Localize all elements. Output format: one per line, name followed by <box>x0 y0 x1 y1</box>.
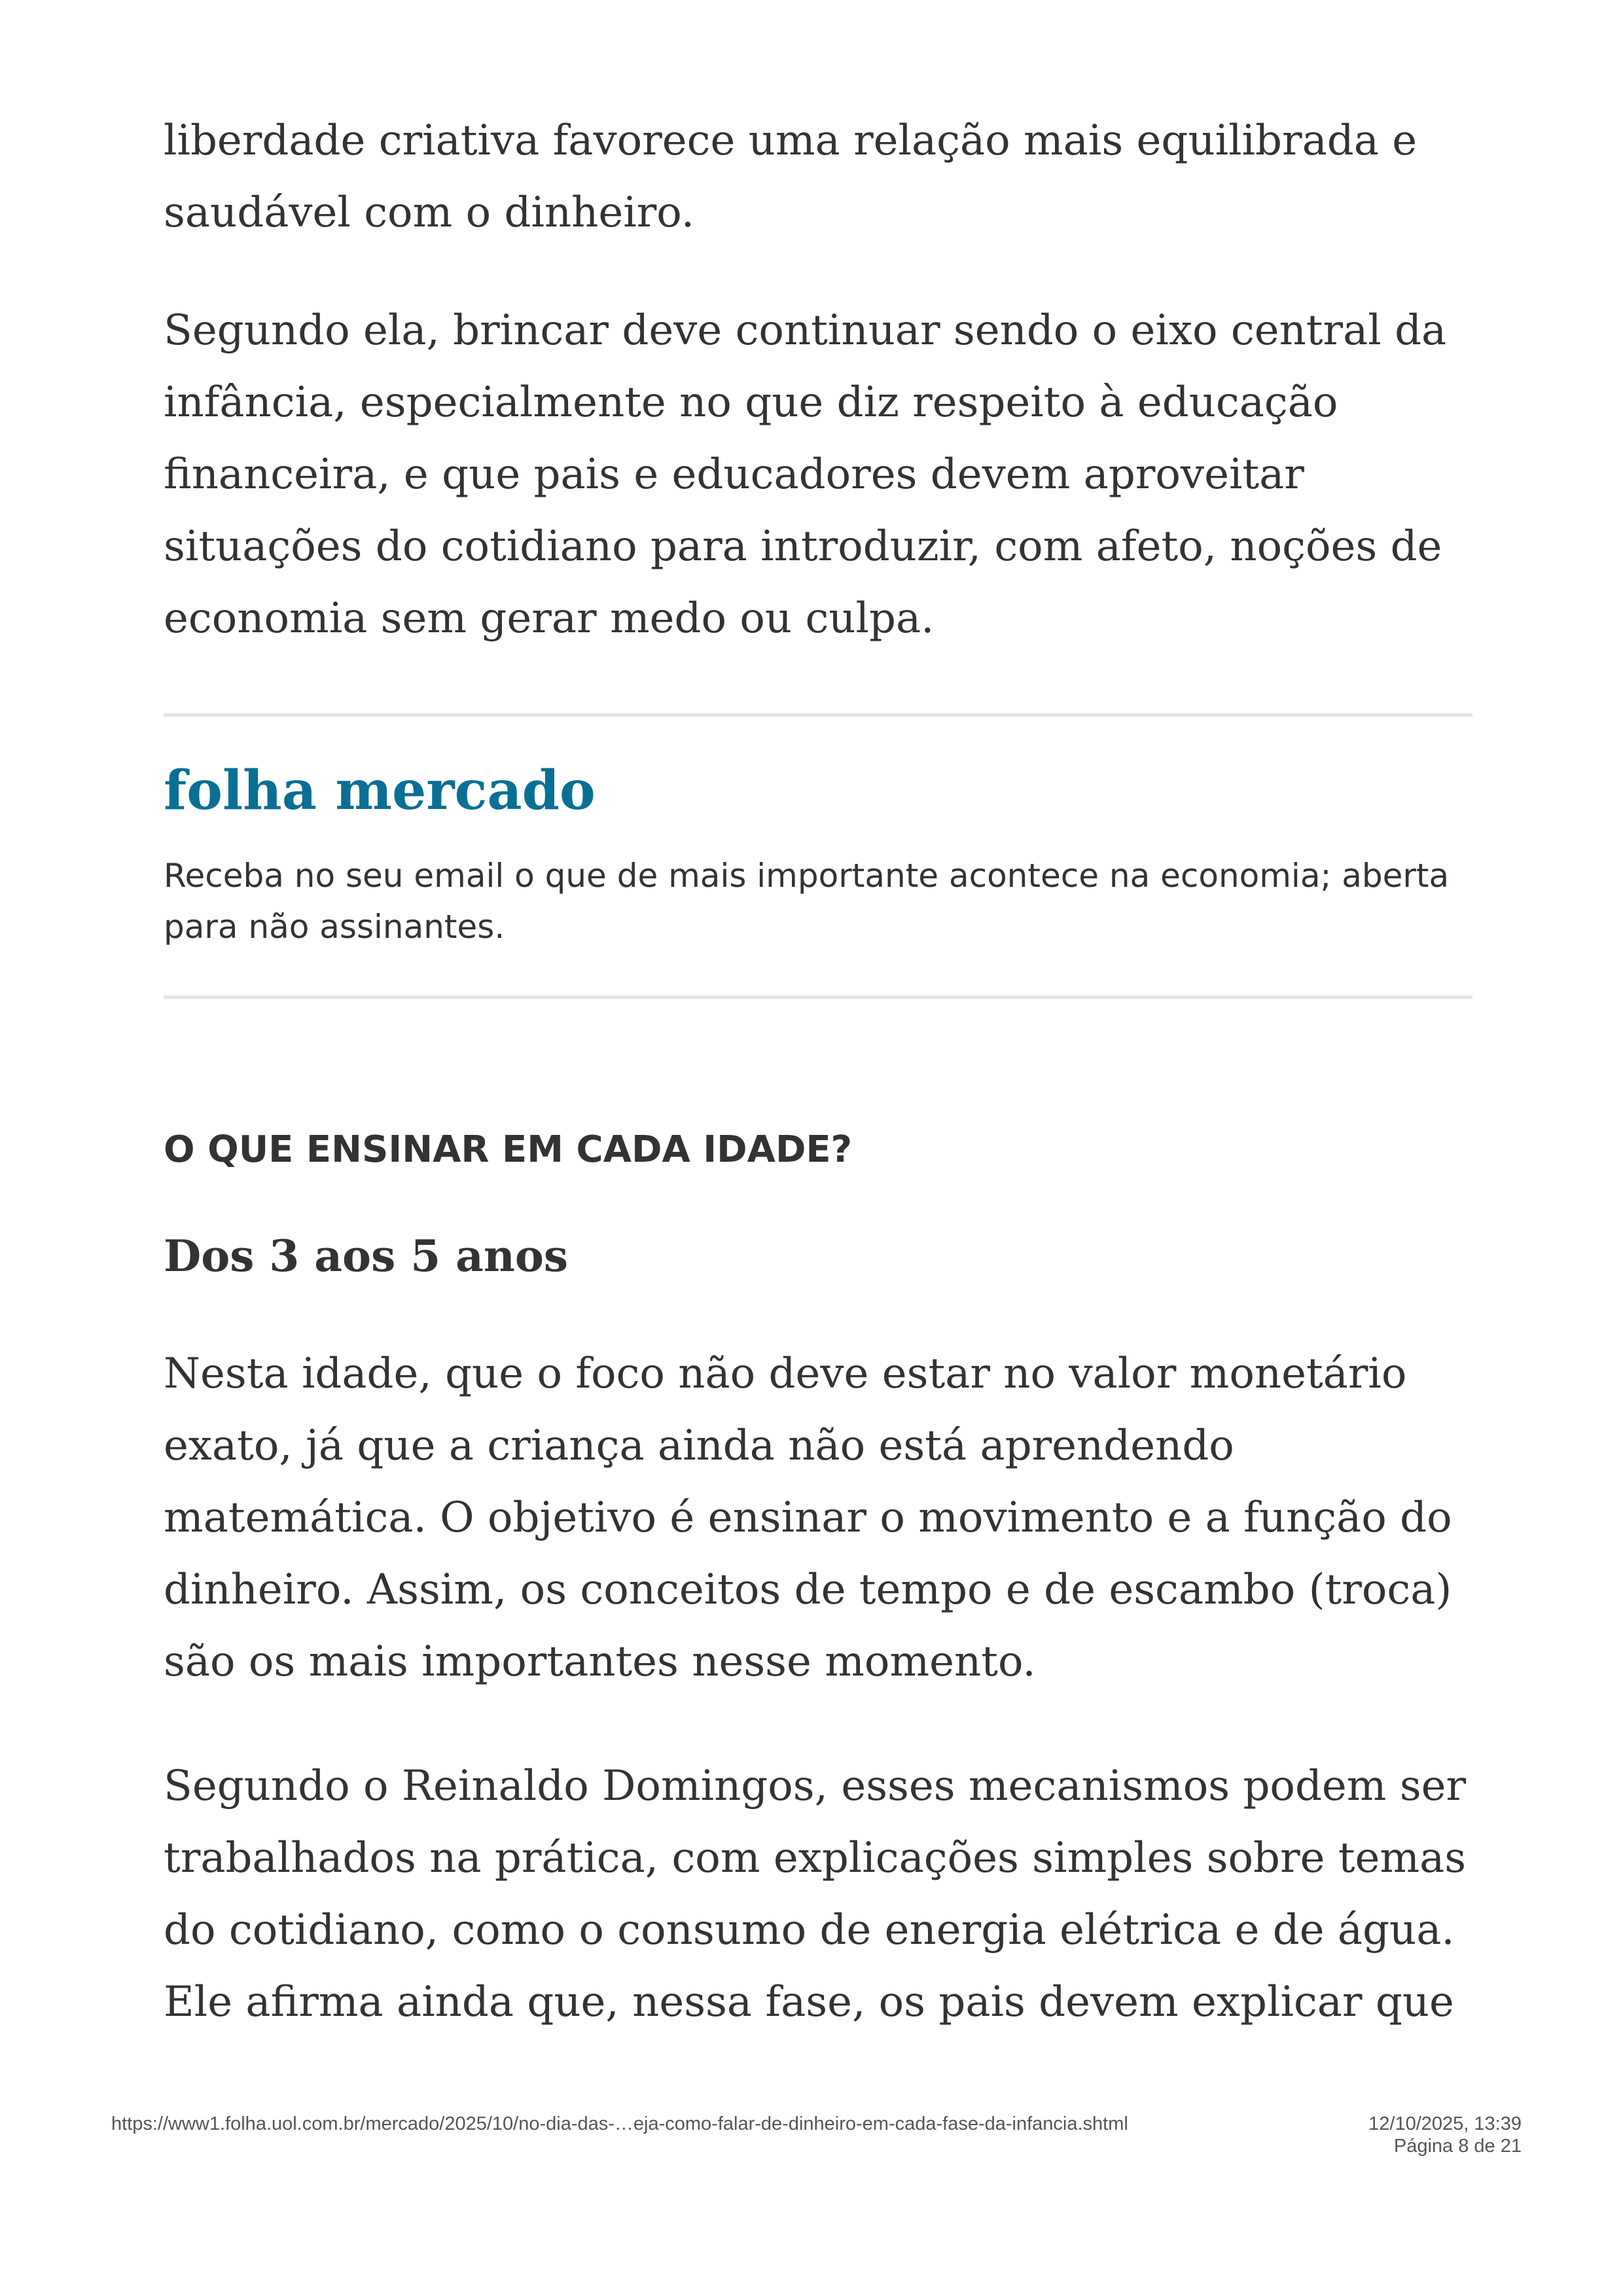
article-paragraph: Nesta idade, que o foco não deve estar no valor monetário exato, já que a criança ainda não está aprendendo matemática. O objetivo é ensinar o movimento e a função do dinheiro. Assim, os conceitos de tempo e de escambo (troca) são os mais importantes nesse momento. <box>164 1350 1452 1686</box>
footer-page-number: Página 8 de 21 <box>1393 2136 1522 2157</box>
footer-url[interactable]: https://www1.folha.uol.com.br/mercado/2025/10/no-dia-das-…eja-como-falar-de-dinheiro-em-cada-fase-da-infancia.shtml <box>111 2113 1128 2134</box>
article-paragraph: liberdade criativa favorece uma relação mais equilibrada e saudável com o dinheiro. <box>164 117 1418 237</box>
divider <box>164 996 1472 999</box>
newsletter-title[interactable]: folha mercado <box>164 759 596 822</box>
article-paragraph: Segundo o Reinaldo Domingos, esses mecanismos podem ser trabalhados na prática, com explicações simples sobre temas do cotidiano, como o consumo de energia elétrica e de água. Ele afirma ainda que, nessa fase, os pais devem explicar que <box>164 1762 1467 2026</box>
sub-heading: Dos 3 aos 5 anos <box>164 1230 569 1282</box>
section-heading: O QUE ENSINAR EM CADA IDADE? <box>164 1128 853 1171</box>
newsletter-description: Receba no seu email o que de mais importante acontece na economia; aberta para não assinantes. <box>164 857 1450 946</box>
footer-meta <box>1368 2113 1522 2157</box>
article-paragraph: Segundo ela, brincar deve continuar sendo o eixo central da infância, especialmente no que diz respeito à educação financeira, e que pais e educadores devem aproveitar situações do cotidiano para introduzir, com afeto, noções de economia sem gerar medo ou culpa. <box>164 306 1447 643</box>
footer-datetime: 12/10/2025, 13:39 <box>1368 2113 1522 2134</box>
article-body <box>164 105 1472 2038</box>
newsletter-box[interactable] <box>164 717 1472 996</box>
